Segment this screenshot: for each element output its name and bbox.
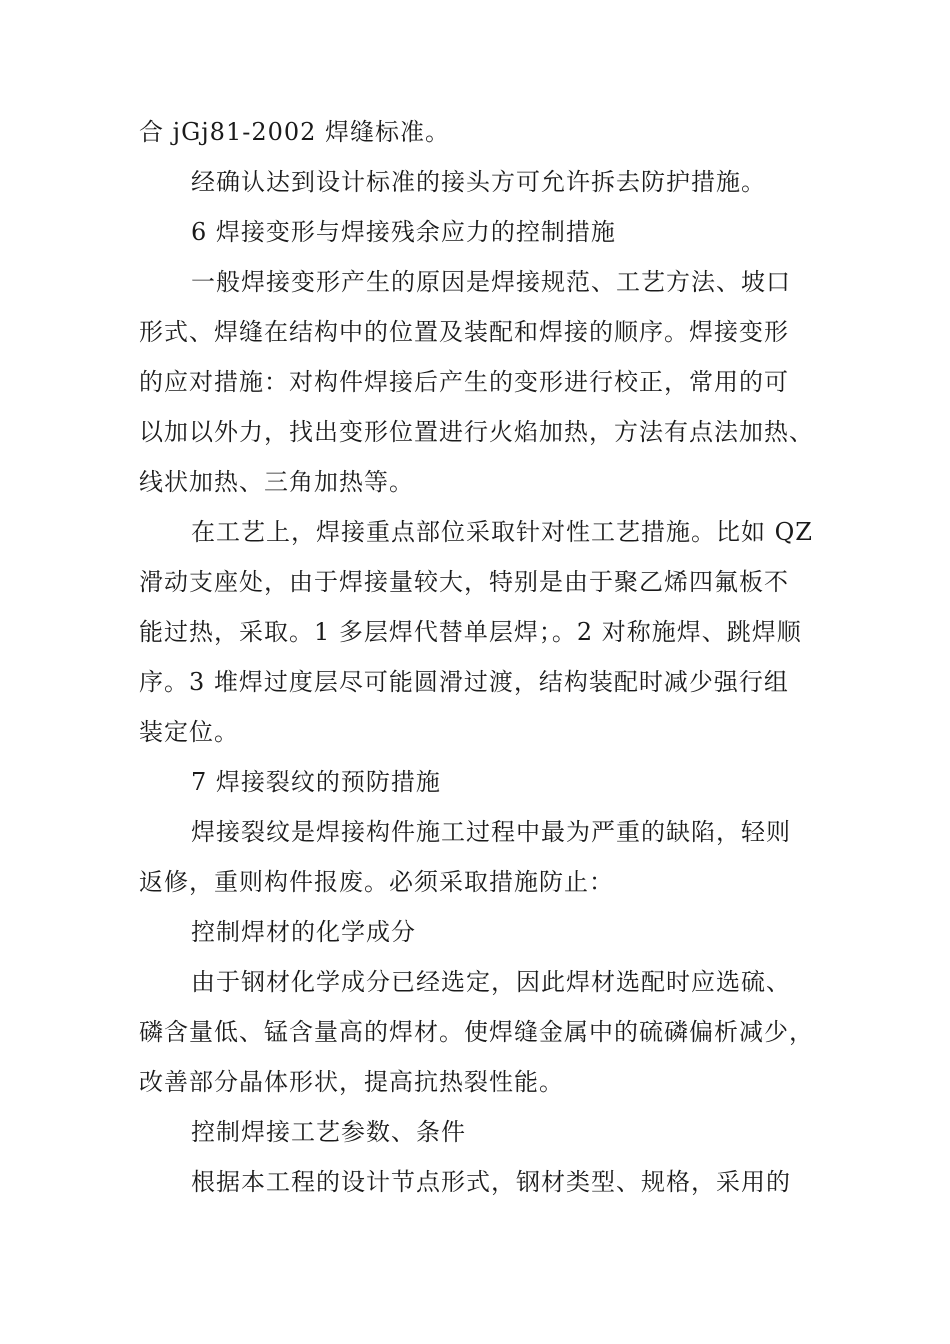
text-line: 合 jGj81-2002 焊缝标准。 <box>139 118 451 146</box>
text-line: 改善部分晶体形状，提高抗热裂性能。 <box>139 1068 564 1096</box>
subheading: 控制焊材的化学成分 <box>191 918 416 946</box>
section-heading: 6 焊接变形与焊接残余应力的控制措施 <box>191 218 616 246</box>
text-line: 能过热，采取。1 多层焊代替单层焊；。2 对称施焊、跳焊顺 <box>139 618 802 646</box>
section-heading: 7 焊接裂纹的预防措施 <box>191 768 441 796</box>
text-line: 经确认达到设计标准的接头方可允许拆去防护措施。 <box>191 168 766 196</box>
text-line: 的应对措施：对构件焊接后产生的变形进行校正，常用的可 <box>139 368 789 396</box>
text-line: 由于钢材化学成分已经选定，因此焊材选配时应选硫、 <box>191 968 791 996</box>
text-line: 线状加热、三角加热等。 <box>139 468 414 496</box>
text-line: 以加以外力，找出变形位置进行火焰加热，方法有点法加热、 <box>139 418 814 446</box>
text-line: 根据本工程的设计节点形式，钢材类型、规格，采用的 <box>191 1168 791 1196</box>
text-line: 一般焊接变形产生的原因是焊接规范、工艺方法、坡口 <box>191 268 791 296</box>
text-line: 焊接裂纹是焊接构件施工过程中最为严重的缺陷，轻则 <box>191 818 791 846</box>
subheading: 控制焊接工艺参数、条件 <box>191 1118 466 1146</box>
text-line: 滑动支座处，由于焊接量较大，特别是由于聚乙烯四氟板不 <box>139 568 789 596</box>
text-line: 装定位。 <box>139 718 239 746</box>
text-line: 序。3 堆焊过度层尽可能圆滑过渡，结构装配时减少强行组 <box>139 668 789 696</box>
text-line: 形式、焊缝在结构中的位置及装配和焊接的顺序。焊接变形 <box>139 318 789 346</box>
text-line: 磷含量低、锰含量高的焊材。使焊缝金属中的硫磷偏析减少， <box>139 1018 814 1046</box>
text-line: 返修，重则构件报废。必须采取措施防止： <box>139 868 614 896</box>
text-line: 在工艺上，焊接重点部位采取针对性工艺措施。比如 QZ <box>191 518 813 546</box>
